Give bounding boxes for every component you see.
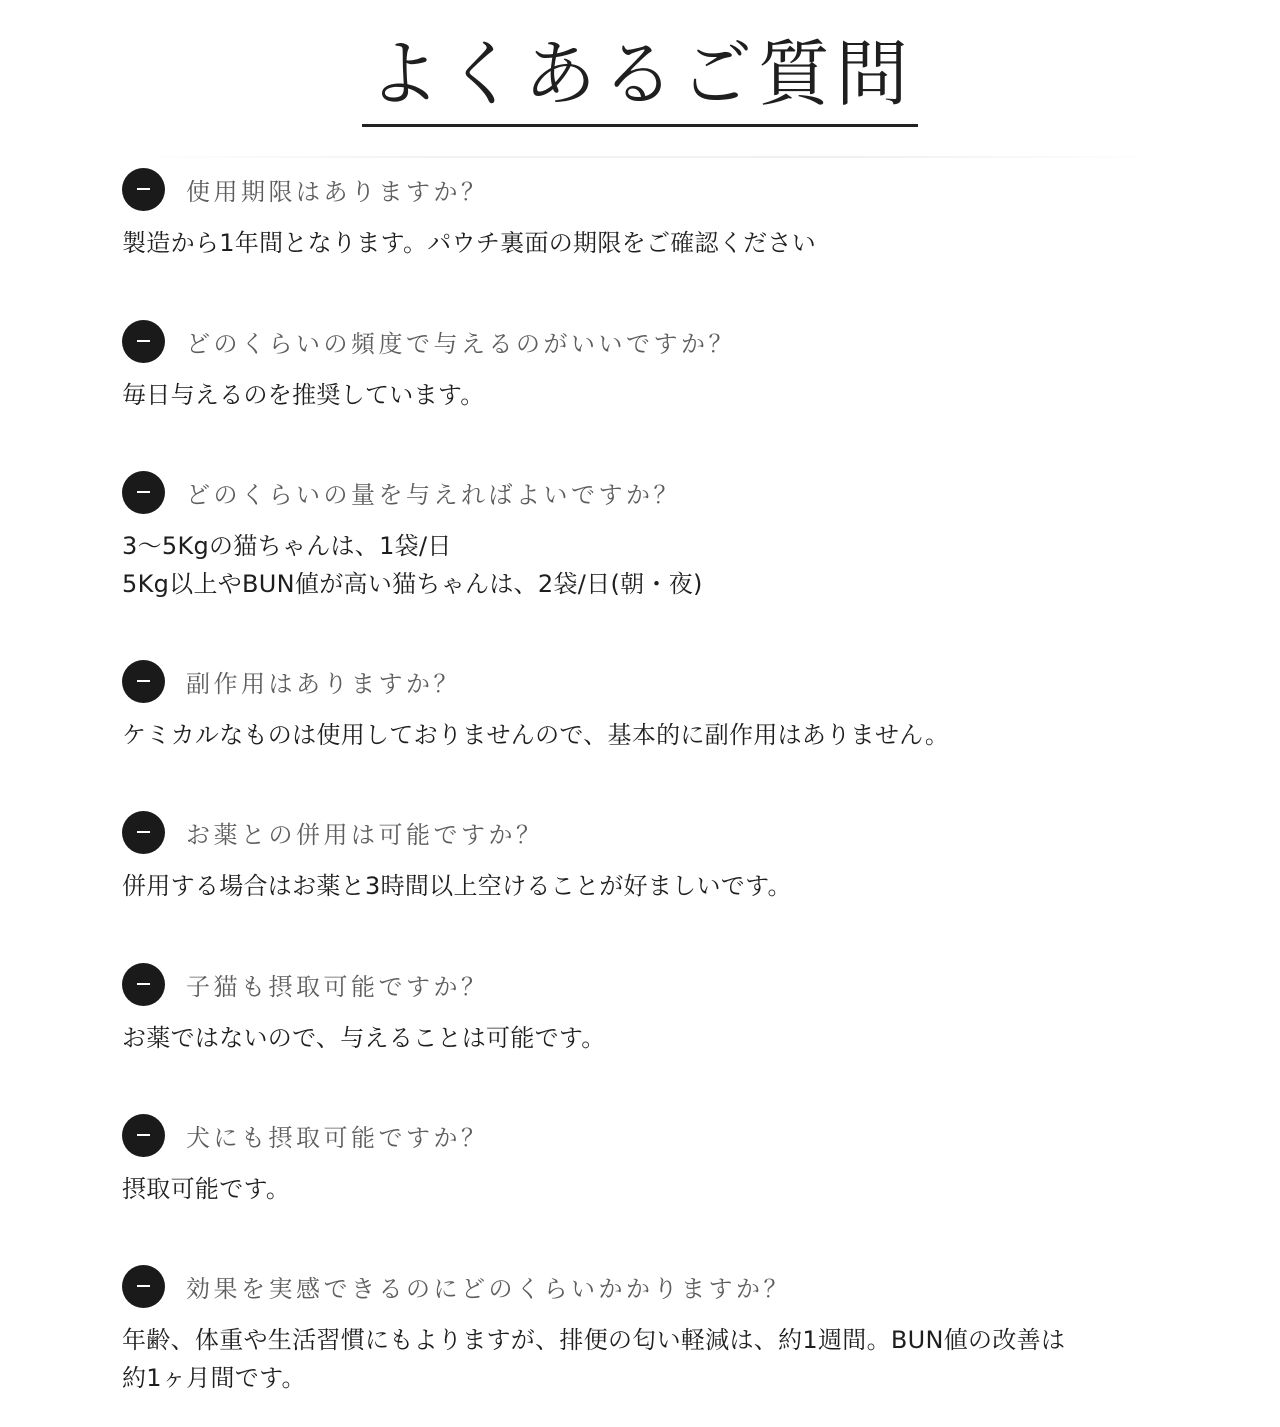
faq-answer xyxy=(122,376,1182,414)
faq-answer xyxy=(122,1170,1182,1208)
title-section xyxy=(0,32,1280,127)
faq-answer-line: 約1ヶ月間です。 xyxy=(122,1364,306,1392)
faq-item xyxy=(122,659,1182,754)
faq-question[interactable]: お薬との併用は可能ですか？ xyxy=(186,820,544,849)
faq-question[interactable]: どのくらいの頻度で与えるのがいいですか？ xyxy=(186,329,736,358)
faq-question-row[interactable] xyxy=(122,470,1182,514)
faq-question[interactable]: 効果を実感できるのにどのくらいかかりますか？ xyxy=(186,1274,791,1303)
faq-answer-line: 併用する場合はお薬と3時間以上空けることが好ましいです。 xyxy=(122,872,792,900)
faq-question-row[interactable] xyxy=(122,319,1182,363)
faq-answer xyxy=(122,224,1182,262)
faq-answer xyxy=(122,1019,1182,1057)
faq-question[interactable]: 子猫も摂取可能ですか？ xyxy=(186,972,489,1001)
faq-item xyxy=(122,810,1182,905)
faq-question-row[interactable] xyxy=(122,1113,1182,1157)
minus-circle-icon[interactable] xyxy=(122,660,165,703)
faq-question-row[interactable] xyxy=(122,962,1182,1006)
faq-question-row[interactable] xyxy=(122,1264,1182,1308)
faq-question-row[interactable] xyxy=(122,810,1182,854)
faq-answer xyxy=(122,527,1182,603)
divider xyxy=(120,156,1170,158)
faq-answer-line: 毎日与えるのを推奨しています。 xyxy=(122,381,485,409)
faq-item xyxy=(122,319,1182,414)
faq-answer-line: 摂取可能です。 xyxy=(122,1175,291,1203)
faq-item xyxy=(122,167,1182,262)
faq-question-row[interactable] xyxy=(122,659,1182,703)
faq-answer-line: 3〜5Kgの猫ちゃんは、1袋/日 xyxy=(122,532,452,560)
faq-item xyxy=(122,962,1182,1057)
faq-item xyxy=(122,1264,1182,1397)
minus-circle-icon[interactable] xyxy=(122,1265,165,1308)
faq-question[interactable]: 犬にも摂取可能ですか？ xyxy=(186,1123,489,1152)
faq-answer-line: 製造から1年間となります。パウチ裏面の期限をご確認ください xyxy=(122,229,817,257)
minus-circle-icon[interactable] xyxy=(122,1114,165,1157)
faq-answer-line: 年齢、体重や生活習慣にもよりますが、排便の匂い軽減は、約1週間。BUN値の改善は xyxy=(122,1326,1066,1354)
faq-question[interactable]: 使用期限はありますか？ xyxy=(186,177,489,206)
minus-circle-icon[interactable] xyxy=(122,811,165,854)
faq-answer xyxy=(122,716,1182,754)
faq-answer xyxy=(122,1321,1182,1397)
faq-answer xyxy=(122,867,1182,905)
faq-item xyxy=(122,470,1182,603)
minus-circle-icon[interactable] xyxy=(122,963,165,1006)
faq-question[interactable]: 副作用はありますか？ xyxy=(186,669,461,698)
faq-question[interactable]: どのくらいの量を与えればよいですか？ xyxy=(186,480,681,509)
faq-answer-line: お薬ではないので、与えることは可能です。 xyxy=(122,1024,606,1052)
minus-circle-icon[interactable] xyxy=(122,471,165,514)
faq-question-row[interactable] xyxy=(122,167,1182,211)
faq-answer-line: 5Kg以上やBUN値が高い猫ちゃんは、2袋/日(朝・夜) xyxy=(122,570,703,598)
page-title: よくあるご質問 xyxy=(362,38,918,127)
minus-circle-icon[interactable] xyxy=(122,320,165,363)
minus-circle-icon[interactable] xyxy=(122,168,165,211)
faq-answer-line: ケミカルなものは使用しておりませんので、基本的に副作用はありません。 xyxy=(122,721,950,749)
faq-item xyxy=(122,1113,1182,1208)
